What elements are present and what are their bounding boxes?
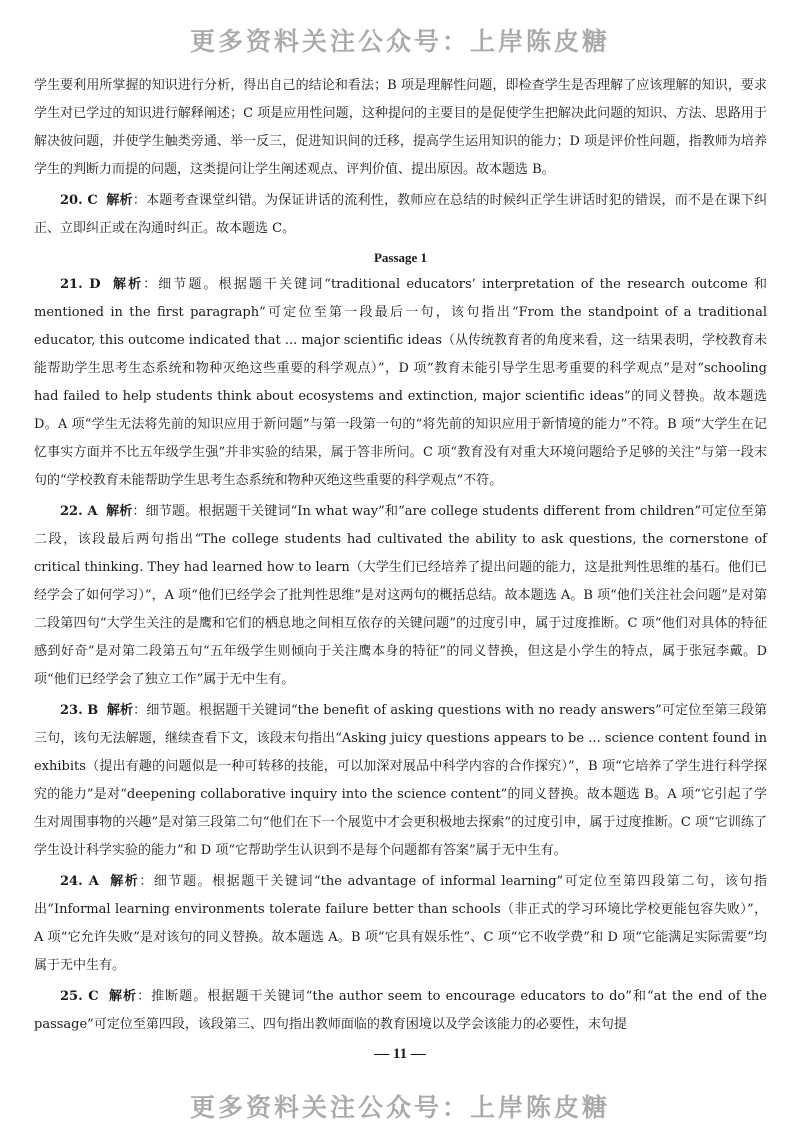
page-number: — 11 — bbox=[374, 1046, 426, 1062]
answer-text: ：推断题。根据题干关键词“the author seem to encourage educators to do”和“at the end of the passage”可定位至第四段，该段第三、四句指出教师面临的教育困境以及学会该能力的必要性，末句提 bbox=[34, 989, 767, 1032]
answer-text: ：细节题。根据题干关键词“the advantage of informal learning”可定位至第四段第二句，该句指出“Informal learning environments tolerate failure better than schools（非正式的学习环境比学校更能包容失败）”，A 项“它允许失败”是对该句的同义替换。故本题选 A。B 项“它具有娱乐性”、C 项“它不收学费”和 D 项“它能满足实际需要”均属于无中生有。 bbox=[34, 874, 767, 973]
analysis-label: 解析 bbox=[112, 277, 144, 292]
answer-number: 25. C bbox=[60, 989, 99, 1004]
watermark-top: 更多资料关注公众号：上岸陈皮糖 bbox=[189, 27, 610, 56]
answer-q20 bbox=[34, 187, 767, 243]
document-body bbox=[34, 72, 767, 1039]
answer-q23 bbox=[34, 697, 767, 865]
analysis-label: 解析 bbox=[106, 504, 133, 519]
answer-number: 24. A bbox=[60, 874, 99, 889]
passage-heading: Passage 1 bbox=[373, 250, 428, 265]
answer-number: 20. C bbox=[60, 193, 98, 208]
paragraph-q19-continued: 学生要利用所掌握的知识进行分析，得出自己的结论和看法；B 项是理解性问题，即检查学生是否理解了应该理解的知识，要求学生对已学过的知识进行解释阐述；C 项是应用性问题，这种提问的主要目的是促使学生把解决此问题的知识、方法、思路用于解决彼问题，并使学生触类旁通、举一反三，促进知识间的迁移，提高学生运用知识的能力；D 项是评价性问题，指教师为培养学生的判断力而提的问题，这类提问让学生阐述观点、评判价值、提出原因。故本题选 B。 bbox=[34, 78, 767, 177]
answer-text: ：细节题。根据题干关键词“the benefit of asking questions with no ready answers”可定位至第三段第三句，该句无法解题，继续查看下文，该段末句指出“Asking juicy questions appears to be ... science content found in exhibits（提出有趣的问题似是一种可转移的技能，可以加深对展品中科学内容的合作探究）”，B 项“它培养了学生进行科学探究的能力”是对“deepening collaborative inquiry into the science content”的同义替换。故本题选 B。A 项“它引起了学生对周围事物的兴趣”是对第三段第二句“他们在下一个展览中才会更积极地去探索”的过度引申，属于过度推断。C 项“它训练了学生设计科学实验的能力”和 D 项“它帮助学生认识到不是每个问题都有答案”属于无中生有。 bbox=[34, 703, 767, 858]
watermark-bottom: 更多资料关注公众号：上岸陈皮糖 bbox=[189, 1093, 610, 1122]
answer-text: ：本题考查课堂纠错。为保证讲话的流利性，教师应在总结的时候纠正学生讲话时犯的错误，而不是在课下纠正、立即纠正或在沟通时纠正。故本题选 C。 bbox=[34, 193, 767, 236]
answer-number: 21. D bbox=[60, 277, 101, 292]
answer-q22 bbox=[34, 498, 767, 694]
analysis-label: 解析 bbox=[106, 703, 134, 718]
answer-text: ：细节题。根据题干关键词“In what way”和“are college students different from children”可定位至第二段，该段最后两句指出“The college students had cultivated the ability to ask questions, the cornerstone of critical thinking. They had learned how to learn（大学生们已经培养了提出问题的能力，这是批判性思维的基石。他们已经学会了如何学习）”，A 项“他们已经学会了批判性思维”是对这两句的概括总结。故本题选 A。B 项“他们关注社会问题”是对第二段第四句“大学生关注的是鹰和它们的栖息地之间相互依存的关键问题”的过度引申，属于过度推断。C 项“他们对具体的特征感到好奇”是对第二段第五句“五年级学生则倾向于关注鹰本身的特征”的同义替换，但这是小学生的特点，属于张冠李戴。D 项“他们已经学会了独立工作”属于无中生有。 bbox=[34, 504, 767, 687]
analysis-label: 解析 bbox=[106, 193, 133, 208]
answer-q25 bbox=[34, 983, 767, 1039]
answer-number: 23. B bbox=[60, 703, 99, 718]
answer-q21 bbox=[34, 271, 767, 495]
answer-number: 22. A bbox=[60, 504, 98, 519]
answer-q24 bbox=[34, 868, 767, 980]
analysis-label: 解析 bbox=[108, 989, 138, 1004]
analysis-label: 解析 bbox=[110, 874, 140, 889]
answer-text: ：细节题。根据题干关键词“traditional educators’ interpretation of the research outcome 和 mentioned in the first paragraph”可定位至第一段最后一句，该句指出“From the standpoint of a traditional educator, this outcome indicated that ... major scientific ideas（从传统教育者的角度来看，这一结果表明，学校教育未能帮助学生思考生态系统和物种灭绝这些重要的科学观点）”，D 项“教育未能引导学生思考重要的科学观点”是对“schooling had failed to help students think about ecosystems and extinction, major scientific ideas”的同义替换。故本题选 D。A 项“学生无法将先前的知识应用于新问题”与第一段第一句的“将先前的知识应用于新情境的能力”不符。B 项“大学生在记忆事实方面并不比五年级学生强”并非实验的结果，属于答非所问。C 项“教育没有对重大环境问题给予足够的关注”与第一段末句的“学校教育未能帮助学生思考生态系统和物种灭绝这些重要的科学观点”不符。 bbox=[34, 277, 767, 488]
